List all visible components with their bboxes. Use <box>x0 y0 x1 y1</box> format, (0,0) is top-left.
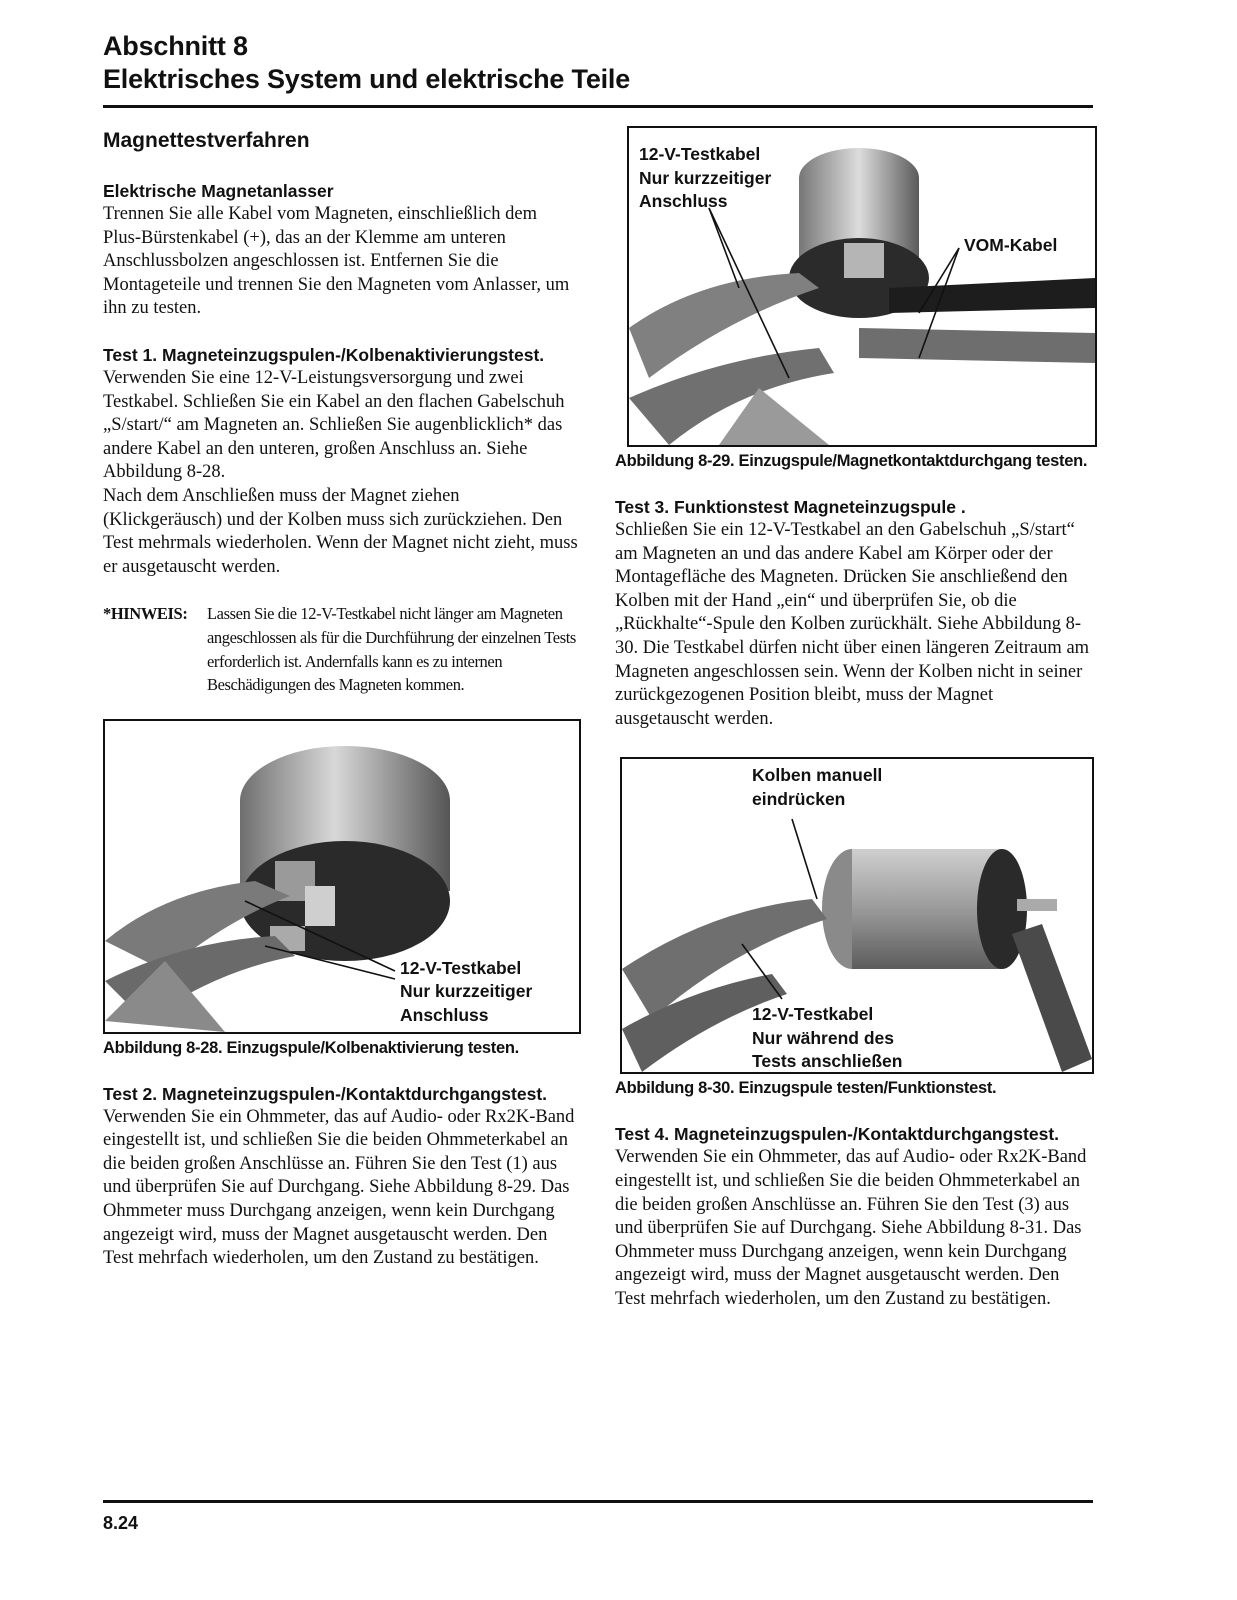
test3-body: Schließen Sie ein 12-V-Testkabel an den Gabelschuh „S/start“ am Magneten an und das andere Kabel am Körper oder der Montagefläche des Magneten. Drücken Sie anschließend den Kolben mit der Hand „ein“ und überprüfen Sie, ob die „Rückhalte“-Spule den Kolben zurückhält. Siehe Abbildung 8-30. Die Testkabel dürfen nicht über einen längeren Zeitraum am Magneten angeschlossen sein. Wenn der Kolben nicht in seiner zurückgezogenen Position bleibt, muss der Magnet ausgetauscht werden. <box>615 520 1090 729</box>
test4-body: Verwenden Sie ein Ohmmeter, das auf Audio- oder Rx2K-Band eingestellt ist, und schließen Sie die beiden Ohmmeterkabel an die beiden großen Anschlüsse an. Führen Sie den Test (3) aus und überprüfen Sie auf Durchgang. Siehe Abbildung 8-31. Das Ohmmeter muss Durchgang anzeigen, wenn kein Durchgang angezeigt wird, muss der Magnet ausgetauscht werden. Den Test mehrfach wiederholen, um den Zustand zu bestätigen. <box>615 1147 1087 1309</box>
note-label: *HINWEIS: <box>103 604 188 624</box>
right-column <box>615 126 1091 1312</box>
note-hinweis <box>103 602 579 696</box>
test3-title: Test 3. Funktionstest Magneteinzugspule . <box>615 497 966 517</box>
test1-body-b: Nach dem Anschließen muss der Magnet ziehen (Klickgeräusch) und der Kolben muss sich zurückziehen. Den Test mehrmals wiederholen. Wenn der Magnet nicht zieht, muss er ausgetauscht werden. <box>103 485 578 577</box>
figure-8-30-callout-kolben: Kolben manuell eindrücken <box>752 765 883 809</box>
intro-paragraph: Trennen Sie alle Kabel vom Magneten, einschließlich dem Plus-Bürstenkabel (+), das an der Klemme am unteren Anschlussbolzen angeschlossen ist. Entfernen Sie die Montageteile und trennen Sie den Magneten vom Anlasser, um ihn zu testen. <box>103 204 570 319</box>
figure-8-28 <box>103 719 581 1034</box>
left-column <box>103 126 579 1271</box>
header-divider <box>103 105 1093 108</box>
figure-8-29 <box>627 126 1097 447</box>
figure-8-30-callout-testkabel: 12-V-Testkabel Nur während des Tests anschließen <box>752 1004 903 1072</box>
figure-8-29-caption: Abbildung 8-29. Einzugspule/Magnetkontaktdurchgang testen. <box>615 452 1088 470</box>
section-header <box>103 30 1093 96</box>
figure-8-30-caption: Abbildung 8-30. Einzugspule testen/Funktionstest. <box>615 1079 997 1098</box>
figure-8-29-callout-testkabel: 12-V-Testkabel Nur kurzzeitiger Anschluss <box>639 144 772 211</box>
page-number: 8.24 <box>103 1513 139 1533</box>
figure-8-30 <box>620 757 1094 1074</box>
note-text: Lassen Sie die 12-V-Testkabel nicht länger am Magneten angeschlossen als für die Durchführung der einzelnen Tests erforderlich ist. Andernfalls kann es zu internen Beschädigungen des Magneten kommen. <box>207 604 576 695</box>
test1-body-a: Verwenden Sie eine 12-V-Leistungsversorgung und zwei Testkabel. Schließen Sie ein Kabel an den flachen Gabelschuh „S/start/“ am Magneten an. Schließen Sie augenblicklich* das andere Kabel an den unteren, großen Anschluss an. Siehe Abbildung 8-28. <box>103 367 565 483</box>
test2-title: Test 2. Magneteinzugspulen-/Kontaktdurchgangstest. <box>103 1083 548 1104</box>
page-heading: Magnettestverfahren <box>103 129 310 152</box>
figure-8-28-caption: Abbildung 8-28. Einzugspule/Kolbenaktivierung testen. <box>103 1038 519 1057</box>
test1-title: Test 1. Magneteinzugspulen-/Kolbenaktivierungstest. <box>103 344 545 365</box>
test4-title: Test 4. Magneteinzugspulen-/Kontaktdurchgangstest. <box>615 1124 1060 1145</box>
figure-8-28-callout: 12-V-Testkabel Nur kurzzeitiger Anschluss <box>400 957 533 1025</box>
figure-8-29-callout-vom: VOM-Kabel <box>964 235 1058 255</box>
test2-body: Verwenden Sie ein Ohmmeter, das auf Audio- oder Rx2K-Band eingestellt ist, und schließen Sie die beiden Ohmmeterkabel an die beiden großen Anschlüsse an. Führen Sie den Test (1) aus und überprüfen Sie auf Durchgang. Siehe Abbildung 8-29. Das Ohmmeter muss Durchgang anzeigen, wenn kein Durchgang angezeigt wird, muss der Magnet ausgetauscht werden. Den Test mehrfach wiederholen, um den Zustand zu bestätigen. <box>103 1106 575 1269</box>
subheading-magnetanlasser: Elektrische Magnetanlasser <box>103 181 334 201</box>
footer-divider <box>103 1500 1093 1503</box>
section-number: Abschnitt 8 <box>103 31 248 61</box>
section-title: Elektrisches System und elektrische Teile <box>103 64 631 94</box>
